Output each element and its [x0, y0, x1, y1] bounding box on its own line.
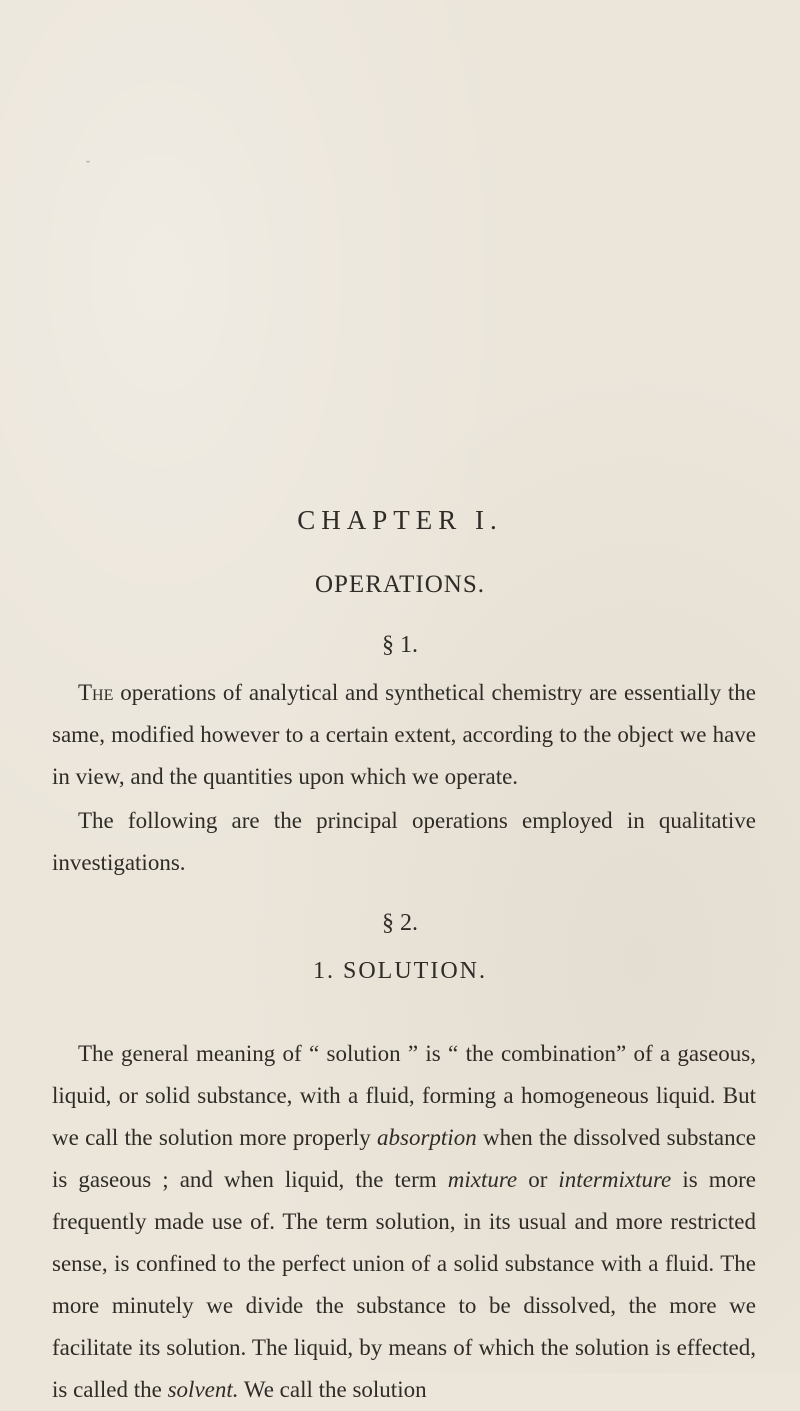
chapter-heading: CHAPTER I. — [297, 505, 503, 535]
paragraph-3-text-4: is more frequently made use of. The term solution, in its usual and more restricted sense, is confined to the perfect union of a solid substance with a fluid. The more minutely we divide the substance to be dissolved, the more we facilitate its solution. The liquid, by means of which the solution is effected, is called the — [52, 1167, 756, 1402]
paragraph-3-text-5: We call the solution — [238, 1377, 427, 1402]
paragraph-3-text-3: or — [517, 1167, 559, 1192]
paragraph-3 — [52, 1033, 756, 1411]
paragraph-2: The following are the principal operations employed in qualitative investigations. — [52, 808, 756, 875]
paragraph-1-text: operations of analytical and synthetical chemistry are essentially the same, modified however to a certain extent, according to the object we have in view, and the quantities upon which we operate. — [52, 680, 756, 789]
paragraph-1-lead: The — [78, 680, 114, 705]
section-title: OPERATIONS. — [314, 571, 486, 598]
paragraph-3-text-1: The general meaning of “ solution ” is “ the combination” of a gaseous, liquid, or solid substance, with a fluid, forming a homogeneous liquid. But we call the solution more properly — [52, 1041, 756, 1150]
mixture-term: mixture — [447, 1167, 518, 1192]
paragraph-3-text-2: when the dissolved substance is gaseous ; and when liquid, the term — [52, 1125, 756, 1192]
stray-mark: ˇ — [86, 158, 90, 172]
solution-heading: 1. SOLUTION. — [313, 958, 487, 984]
solvent-term: solvent. — [167, 1377, 239, 1402]
absorption-term: absorption — [377, 1125, 477, 1150]
intermixture-term: intermixture — [558, 1167, 672, 1192]
paragraph-1 — [52, 672, 756, 798]
section-mark-2: § 2. — [382, 910, 418, 936]
section-mark-1: § 1. — [382, 632, 418, 658]
